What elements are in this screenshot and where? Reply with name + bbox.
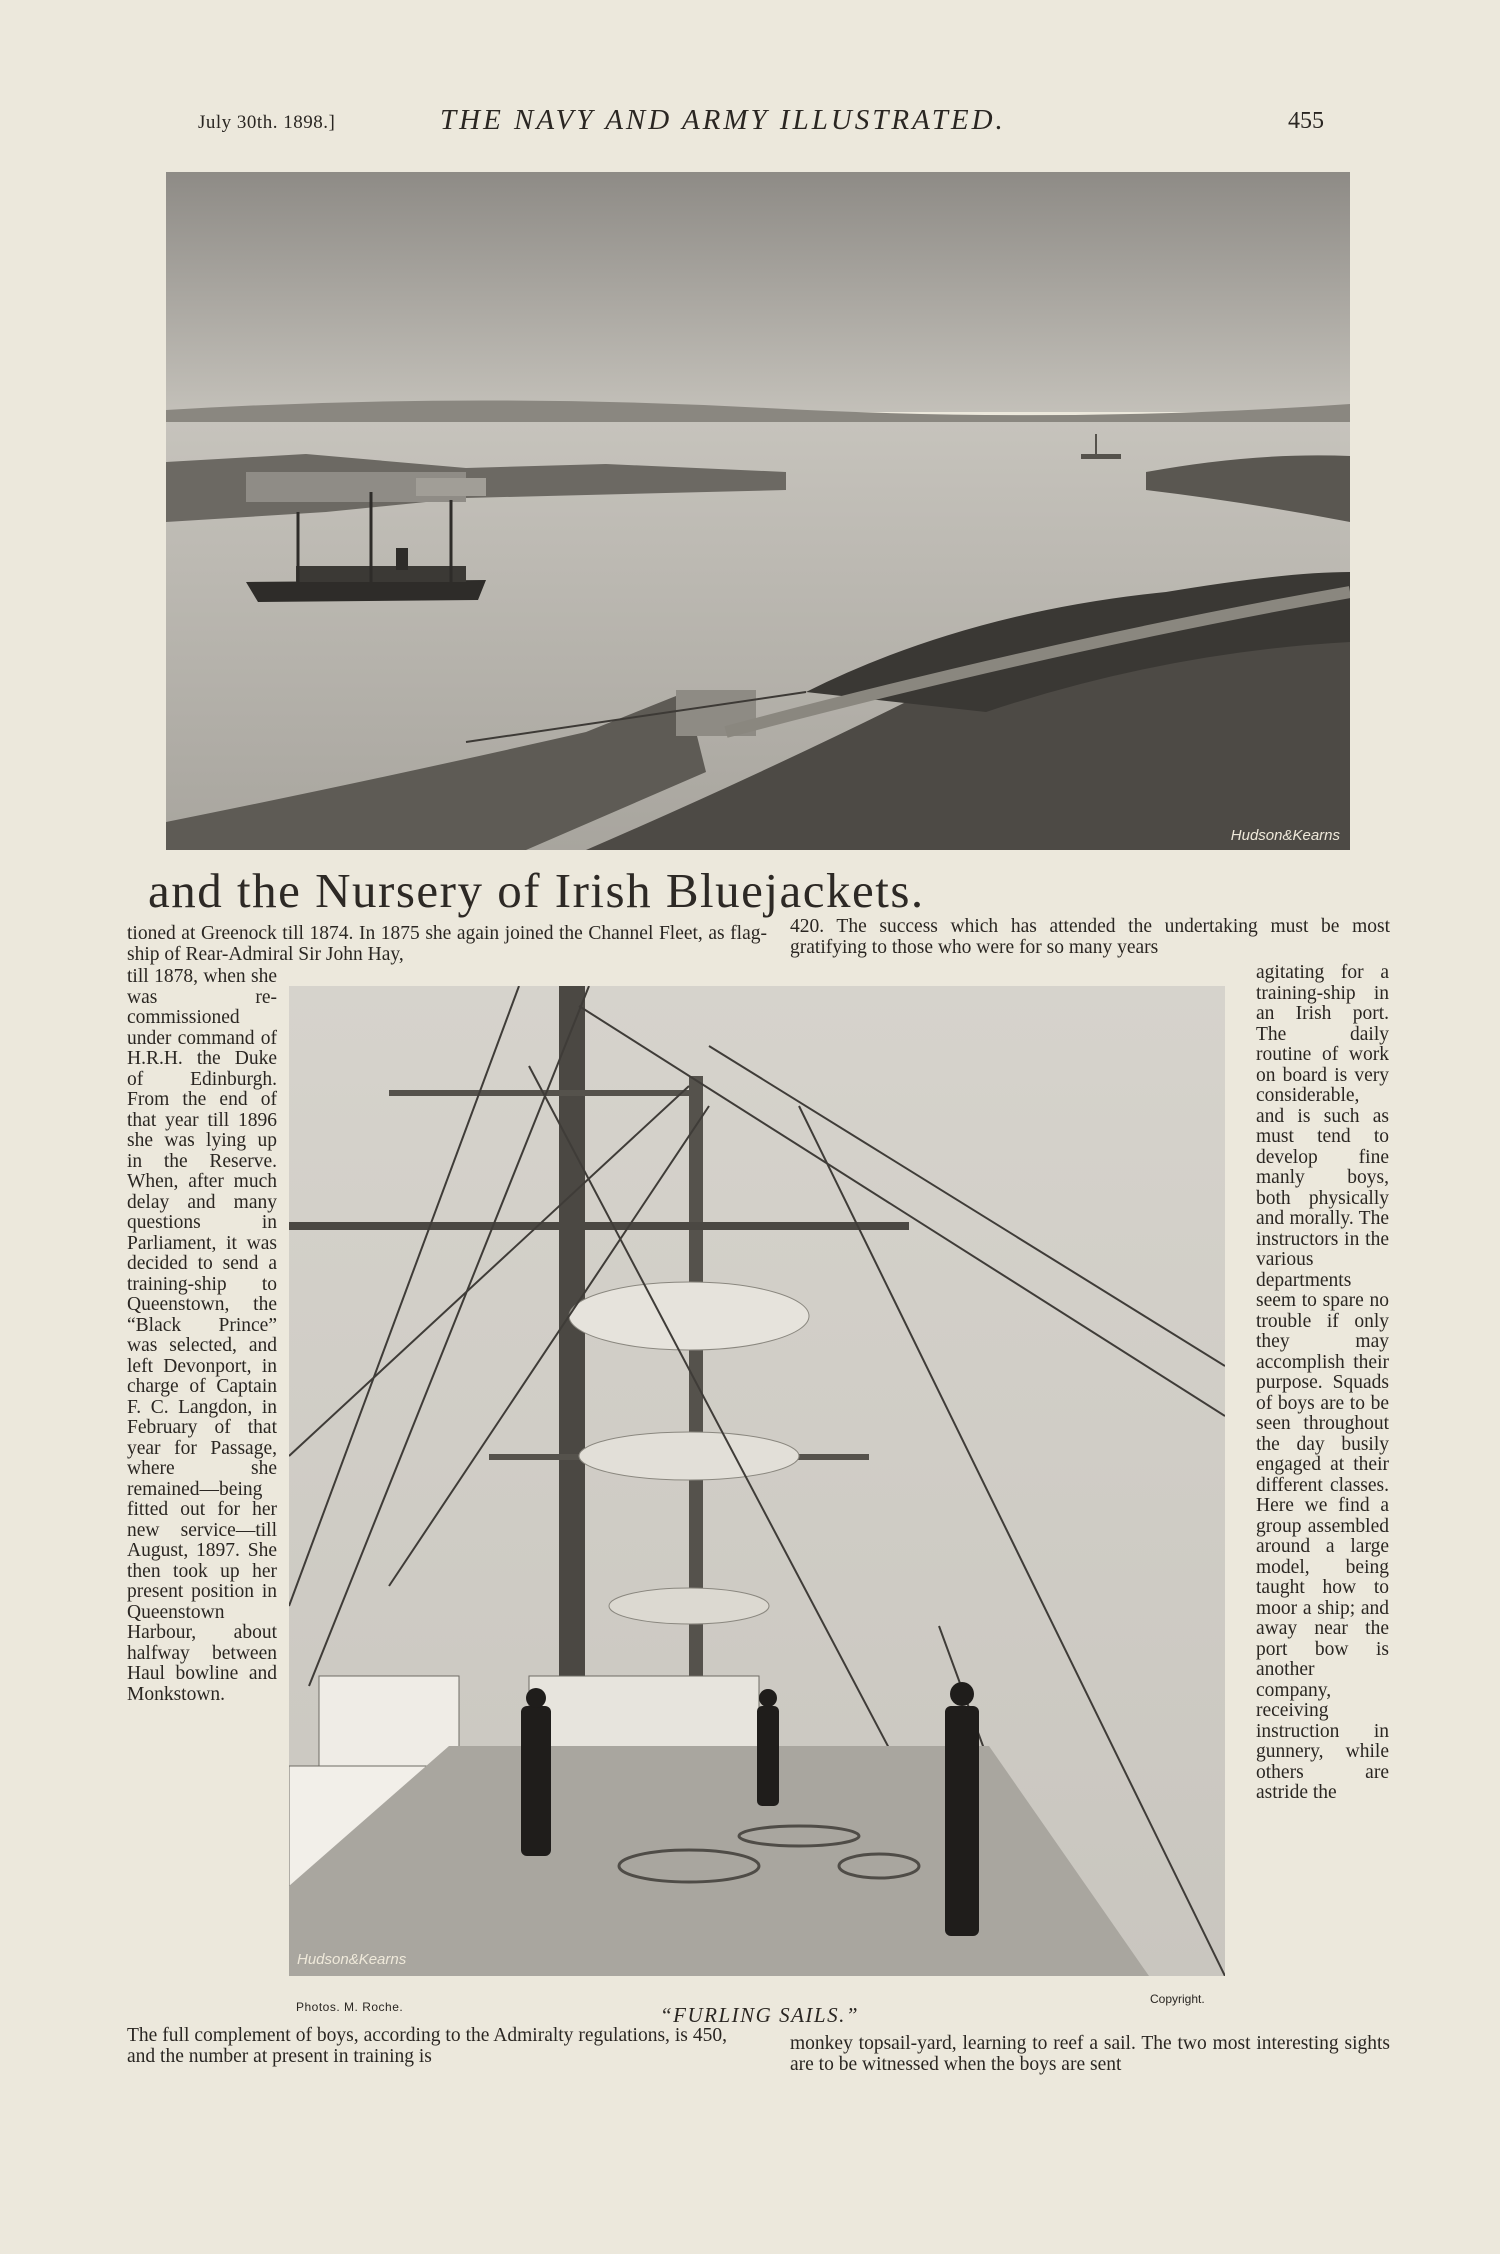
- issue-date: July 30th. 1898.]: [198, 112, 336, 133]
- harbour-illustration: [166, 172, 1350, 850]
- right-bottom-paragraph: monkey topsail-yard, learning to reef a sail. The two most interesting sights are to be witnessed when the boys are sent: [790, 2033, 1390, 2075]
- photo-caption: “FURLING SAILS.”: [660, 2003, 860, 2027]
- left-column-narrow: [127, 967, 277, 1705]
- magazine-title: THE NAVY AND ARMY ILLUSTRATED.: [440, 104, 1006, 136]
- harbour-photograph: [166, 172, 1350, 850]
- left-narrow-paragraph: till 1878, when she was re-commissioned under command of H.R.H. the Duke of Edinburgh. From the end of that year till 1896 she was lying up in the Reserve. When, after much delay and many questions in Parliament, it was decided to send a training-ship to Queenstown, the “Black Prince” was selected, and left Devonport, in charge of Captain F. C. Langdon, in February of that year for Passage, where she remained—being fitted out for her new service—till August, 1897. She then took up her present position in Queenstown Harbour, about halfway between Haul bowline and Monkstown.: [127, 966, 277, 1705]
- harbour-photo-credit: Hudson&Kearns: [1230, 827, 1340, 844]
- right-column-bottom: [790, 2034, 1390, 2075]
- right-column-narrow: [1256, 963, 1389, 1804]
- right-column-top: [790, 917, 1390, 958]
- copyright-notice: Copyright.: [1150, 1992, 1205, 2006]
- furling-sails-photograph: [289, 986, 1225, 1976]
- left-top-paragraph: tioned at Greenock till 1874. In 1875 she again joined the Channel Fleet, as flag-ship of Rear-Admiral Sir John Hay,: [127, 923, 767, 965]
- ship-deck-illustration: [289, 986, 1225, 1976]
- left-column-top: [127, 924, 767, 965]
- left-column-bottom: [127, 2026, 727, 2067]
- page-header: [0, 104, 1500, 144]
- page-number: 455: [1288, 108, 1324, 134]
- right-top-paragraph: 420. The success which has attended the undertaking must be most gratifying to those who were for so many years: [790, 916, 1390, 958]
- right-narrow-paragraph: agitating for a training-ship in an Irish port. The daily routine of work on board is very considerable, and is such as must tend to develop fine manly boys, both physically and morally. The instructors in the various departments seem to spare no trouble if only they may accomplish their purpose. Squads of boys are to be seen throughout the day busily engaged at their different classes. Here we find a group assembled around a large model, being taught how to moor a ship; and away near the port bow is another company, receiving instruction in gunnery, while others are astride the: [1256, 962, 1389, 1803]
- article-headline: and the Nursery of Irish Bluejackets.: [148, 863, 925, 918]
- left-bottom-paragraph: The full complement of boys, according to the Admiralty regulations, is 450, and the number at present in training is: [127, 2025, 727, 2067]
- ship-photo-credit: Hudson&Kearns: [297, 1951, 407, 1968]
- photographer-credit: Photos. M. Roche.: [296, 2000, 404, 2014]
